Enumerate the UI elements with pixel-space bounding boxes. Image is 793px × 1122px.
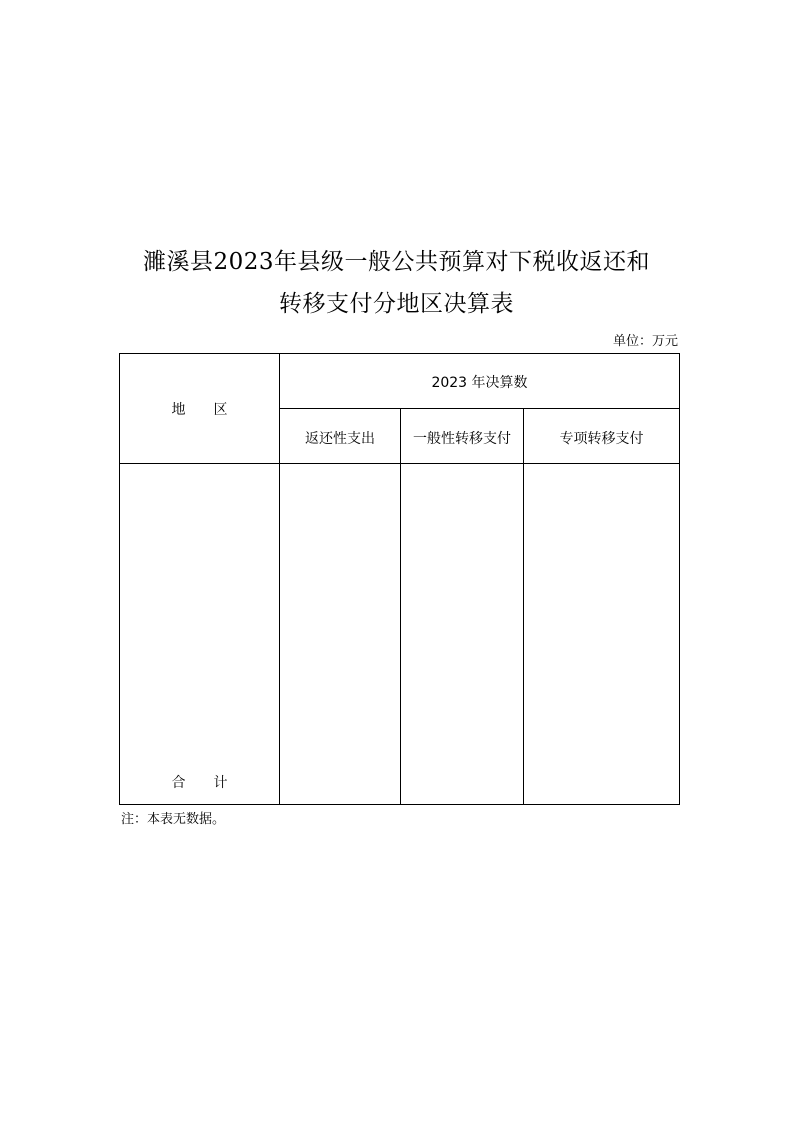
- budget-table: [119, 353, 680, 805]
- column-header-refund-expenditure: 返还性支出: [305, 431, 375, 447]
- table-divider-col-2: [400, 408, 401, 804]
- page-title-line-1: 濉溪县2023年县级一般公共预算对下税收返还和: [142, 249, 651, 275]
- region-header: 地 区: [171, 402, 228, 418]
- table-divider-col-3: [523, 408, 524, 804]
- unit-label: 单位：万元: [612, 334, 678, 349]
- table-note: 注：本表无数据。: [121, 812, 226, 827]
- total-row-label: 合 计: [171, 775, 228, 791]
- column-header-special-transfer: 专项转移支付: [559, 431, 644, 447]
- group-header: 2023 年决算数: [431, 375, 528, 391]
- table-divider-region: [279, 354, 280, 804]
- column-header-general-transfer: 一般性转移支付: [413, 431, 511, 447]
- table-divider-group: [279, 408, 679, 409]
- page-title-line-2: 转移支付分地区决算表: [279, 291, 514, 317]
